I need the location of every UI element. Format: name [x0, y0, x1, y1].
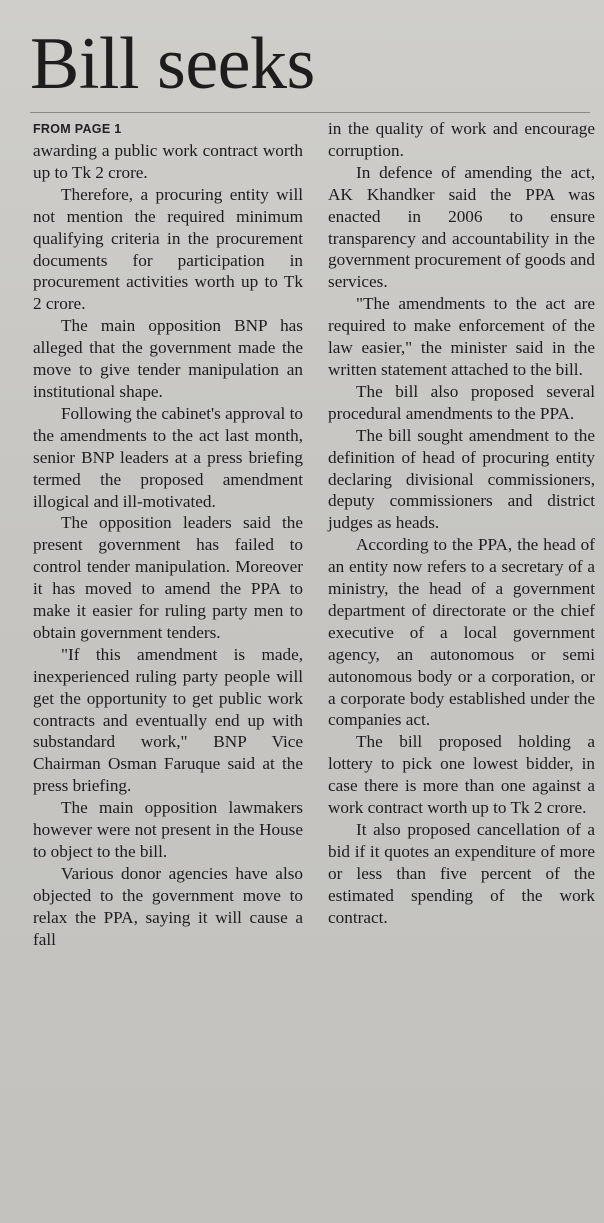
right-paragraph-2: In defence of amending the act, AK Khandker said the PPA was enacted in 2006 to ensure transparency and accountability in the government procurement of goods and services.: [328, 162, 595, 292]
left-paragraph-7: The main opposition lawmakers however were not present in the House to object to the bill.: [33, 798, 303, 861]
headline-rule: [30, 112, 590, 113]
right-paragraph-5: The bill sought amendment to the definition of head of procuring entity declaring divisional commissioners, deputy commissioners and district judges as heads.: [328, 425, 595, 533]
left-paragraph-3: The main opposition BNP has alleged that the government made the move to give tender manipulation an institutional shape.: [33, 316, 303, 401]
headline: Bill seeks: [30, 23, 315, 105]
right-paragraph-4: The bill also proposed several procedural amendments to the PPA.: [328, 381, 595, 423]
right-paragraph-8: It also proposed cancellation of a bid if it quotes an expenditure of more or less than five percent of the estimated spending of the work contract.: [328, 820, 595, 927]
right-column: [328, 118, 595, 929]
left-paragraph-1: awarding a public work contract worth up to Tk 2 crore.: [33, 141, 303, 182]
left-paragraph-8: Various donor agencies have also objected to the government move to relax the PPA, saying it will cause a fall: [33, 863, 303, 949]
left-column: [33, 118, 303, 951]
right-paragraph-1: in the quality of work and encourage corruption.: [328, 119, 595, 160]
left-paragraph-5: The opposition leaders said the present government has failed to control tender manipulation. Moreover it has moved to amend the PPA to make it easier for ruling party men to obtain government tenders.: [33, 513, 303, 642]
right-paragraph-3: "The amendments to the act are required to make enforcement of the law easier," the minister said in the written statement attached to the bill.: [328, 294, 595, 379]
left-paragraph-6: "If this amendment is made, inexperienced ruling party people will get the opportunity to get public work contracts and eventually end up with substandard work," BNP Vice Chairman Osman Faruque said at the press briefing.: [33, 644, 303, 796]
left-paragraph-2: Therefore, a procuring entity will not mention the required minimum qualifying criteria in the procurement documents for participation in procurement activities worth up to Tk 2 crore.: [33, 184, 303, 314]
right-paragraph-7: The bill proposed holding a lottery to pick one lowest bidder, in case there is more than one against a work contract worth up to Tk 2 crore.: [328, 732, 595, 818]
left-paragraph-4: Following the cabinet's approval to the amendments to the act last month, senior BNP leaders at a press briefing termed the proposed amendment illogical and ill-motivated.: [33, 403, 303, 511]
jump-label: FROM PAGE 1: [33, 122, 122, 136]
right-paragraph-6: According to the PPA, the head of an entity now refers to a secretary of a ministry, the head of a government department of directorate or the chief executive of a local government agency, an autonomous or semi autonomous body or a corporation, or a corporate body established under the companies act.: [328, 535, 595, 730]
